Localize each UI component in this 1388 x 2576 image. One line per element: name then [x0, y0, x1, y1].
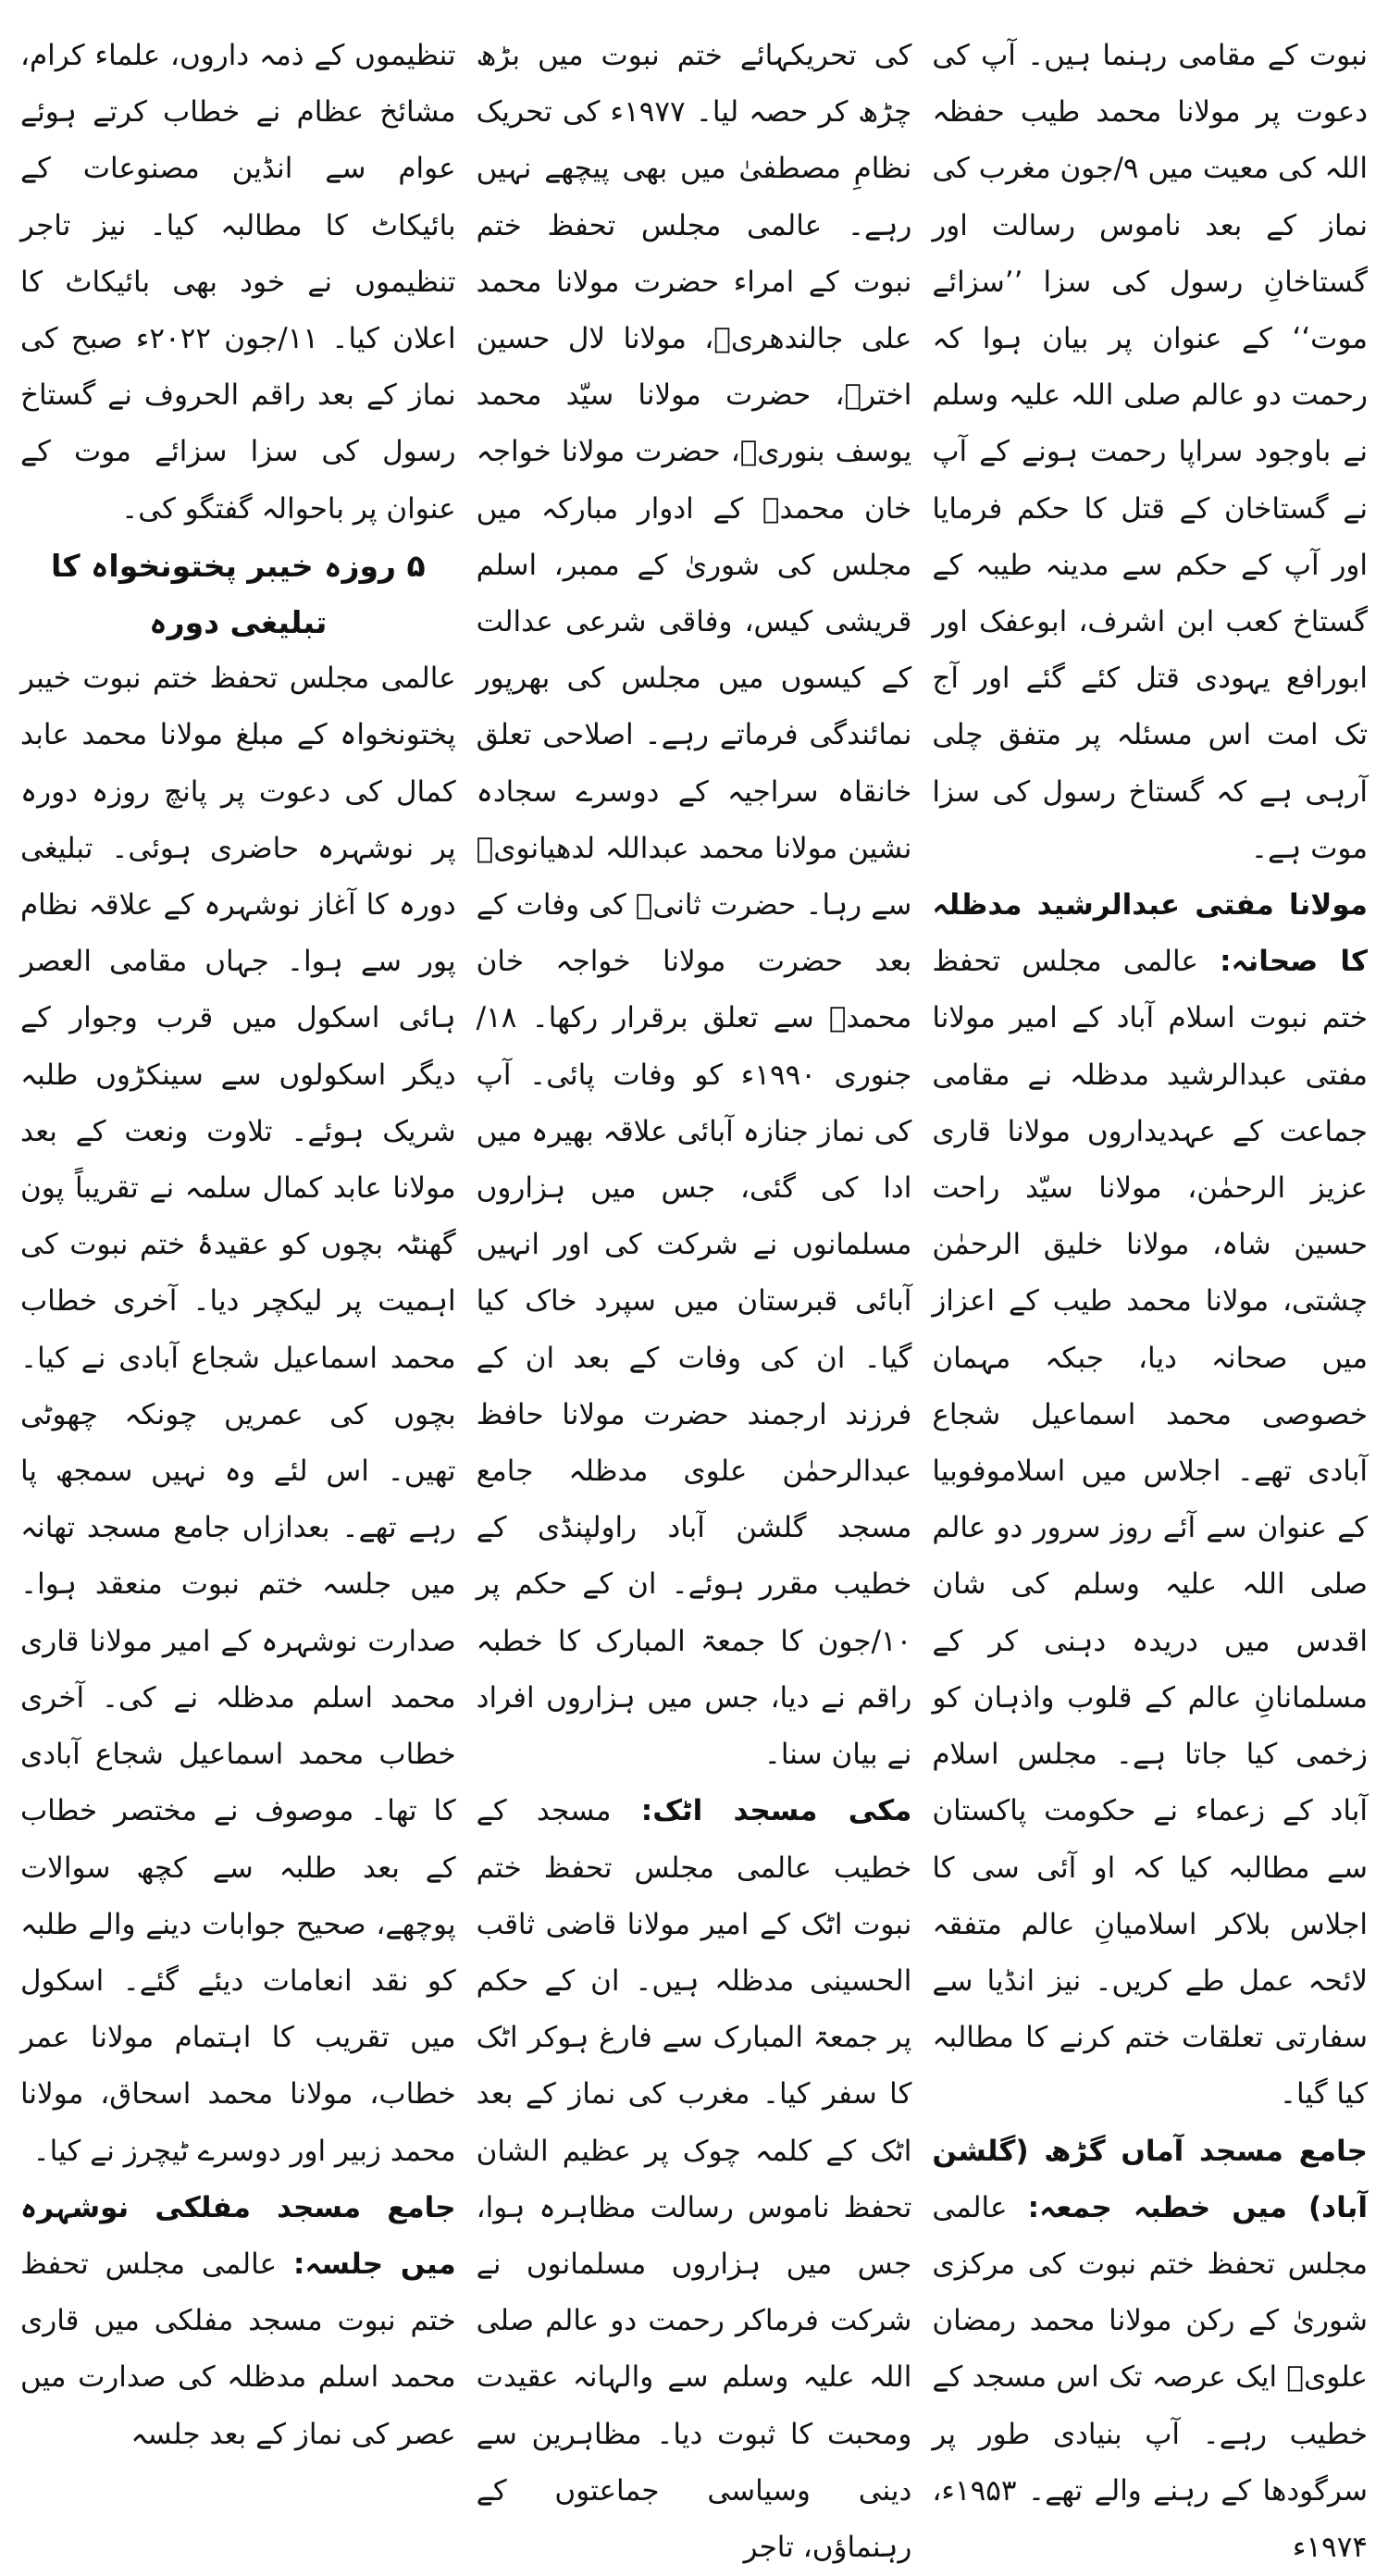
paragraph: نبوت کے مقامی رہنما ہیں۔ آپ کی دعوت پر مولانا محمد طیب حفظہ اللہ کی معیت میں ۹/جون مغرب کی نماز کے بعد ناموس رسالت اور گستاخانِ رسول کی سزا ’’سزائے موت‘‘ کے عنوان پر بیان ہوا کہ رحمت دو عالم صلی اللہ علیہ وسلم نے باوجود سراپا رحمت ہونے کے آپ نے گستاخان کے قتل کا حکم فرمایا اور آپ کے حکم سے مدینہ طیبہ کے گستاخ کعب ابن اشرف، ابوعفک اور ابورافع یہودی قتل کئے گئے اور آج تک امت اس مسئلہ پر متفق چلی آرہی ہے کہ گستاخ رسول کی سزا موت ہے۔: [932, 39, 1368, 865]
paragraph: جامع مسجد آماں گڑھ (گلشن آباد) میں خطبہ جمعہ: عالمی مجلس تحفظ ختم نبوت کی مرکزی شوریٰ کے رکن مولانا محمد رمضان علویؒ ایک عرصہ تک اس مسجد کے خطیب رہے۔ آپ بنیادی طور پر سرگودھا کے رہنے والے تھے۔ ۱۹۵۳ء، ۱۹۷۴ء: [932, 2134, 1368, 2564]
section-heading: جامع مسجد مفلکی نوشہرہ میں جلسہ:: [19, 2190, 456, 2281]
section-heading: مولانا مفتی عبدالرشید مدظلہ کا صحانہ:: [932, 888, 1368, 979]
paragraph: تنظیموں کے ذمہ داروں، علماء کرام، مشائخ عظام نے خطاب کرتے ہوئے عوام سے انڈین مصنوعات کے بائیکاٹ کا مطالبہ کیا۔ نیز تاجر تنظیموں نے خود بھی بائیکاٹ کا اعلان کیا۔ ۱۱/جون ۲۰۲۲ء صبح کی نماز کے بعد راقم الحروف نے گستاخ رسول کی سزا سزائے موت کے عنوان پر باحوالہ گفتگو کی۔: [19, 39, 456, 526]
paragraph: مکی مسجد اٹک: مسجد کے خطیب عالمی مجلس تحفظ ختم نبوت اٹک کے امیر مولانا قاضی ثاقب الحسینی مدظلہ ہیں۔ ان کے حکم پر جمعۃ المبارک سے فارغ ہوکر اٹک کا سفر کیا۔ مغرب کی نماز کے بعد اٹک کے کلمہ چوک پر عظیم الشان تحفظ ناموس رسالت مظاہرہ ہوا، جس میں ہزاروں مسلمانوں نے شرکت فرماکر رحمت دو عالم صلی اللہ علیہ وسلم سے والہانہ عقیدت ومحبت کا ثبوت دیا۔ مظاہرین سے دینی وسیاسی جماعتوں کے رہنماؤں، تاجر: [476, 1794, 912, 2564]
column-right: [932, 28, 1368, 2564]
paragraph: عالمی مجلس تحفظ ختم نبوت خیبر پختونخواہ کے مبلغ مولانا محمد عابد کمال کی دعوت پر پانچ روزہ دورہ پر نوشہرہ حاضری ہوئی۔ تبلیغی دورہ کا آغاز نوشہرہ کے علاقہ نظام پور سے ہوا۔ جہاں مقامی العصر ہائی اسکول میں قرب وجوار کے دیگر اسکولوں سے سینکڑوں طلبہ شریک ہوئے۔ تلاوت ونعت کے بعد مولانا عابد کمال سلمہ نے تقریباً پون گھنٹہ بچوں کو عقیدۂ ختم نبوت کی اہمیت پر لیکچر دیا۔ آخری خطاب محمد اسماعیل شجاع آبادی نے کیا۔ بچوں کی عمریں چونکہ چھوٹی تھیں۔ اس لئے وہ نہیں سمجھ پا رہے تھے۔ بعدازاں جامع مسجد تھانہ میں جلسہ ختم نبوت منعقد ہوا۔ صدارت نوشہرہ کے امیر مولانا قاری محمد اسلم مدظلہ نے کی۔ آخری خطاب محمد اسماعیل شجاع آبادی کا تھا۔ موصوف نے مختصر خطاب کے بعد طلبہ سے کچھ سوالات پوچھے، صحیح جوابات دینے والے طلبہ کو نقد انعامات دیئے گئے۔ اسکول میں تقریب کا اہتمام مولانا عمر خطاب، مولانا محمد اسحاق، مولانا محمد زبیر اور دوسرے ٹیچرز نے کیا۔: [19, 662, 456, 2168]
paragraph: مولانا مفتی عبدالرشید مدظلہ کا صحانہ: عالمی مجلس تحفظ ختم نبوت اسلام آباد کے امیر مولانا مفتی عبدالرشید مدظلہ نے مقامی جماعت کے عہدیداروں مولانا قاری عزیز الرحمٰن، مولانا سیّد راحت حسین شاہ، مولانا خلیق الرحمٰن چشتی، مولانا محمد طیب کے اعزاز میں صحانہ دیا، جبکہ مہمان خصوصی محمد اسماعیل شجاع آبادی تھے۔ اجلاس میں اسلاموفوبیا کے عنوان سے آئے روز سرور دو عالم صلی اللہ علیہ وسلم کی شان اقدس میں دریدہ دہنی کر کے مسلمانانِ عالم کے قلوب واذہان کو زخمی کیا جاتا ہے۔ مجلس اسلام آباد کے زعماء نے حکومت پاکستان سے مطالبہ کیا کہ او آئی سی کا اجلاس بلاکر اسلامیانِ عالم متفقہ لائحہ عمل طے کریں۔ نیز انڈیا سے سفارتی تعلقات ختم کرنے کا مطالبہ کیا گیا۔: [932, 888, 1368, 2112]
section-title: ۵ روزہ خیبر پختونخواہ کا تبلیغی دورہ: [51, 547, 426, 641]
section-heading: مکی مسجد اٹک:: [640, 1794, 912, 1828]
paragraph: کی تحریکہائے ختم نبوت میں بڑھ چڑھ کر حصہ لیا۔ ۱۹۷۷ء کی تحریک نظامِ مصطفیٰ میں بھی پیچھے نہیں رہے۔ عالمی مجلس تحفظ ختم نبوت کے امراء حضرت مولانا محمد علی جالندھریؒ، مولانا لال حسین اخترؒ، حضرت مولانا سیّد محمد یوسف بنوریؒ، حضرت مولانا خواجہ خان محمدؒ کے ادوار مبارکہ میں مجلس کی شوریٰ کے ممبر، اسلم قریشی کیس، وفاقی شرعی عدالت کے کیسوں میں مجلس کی بھرپور نمائندگی فرماتے رہے۔ اصلاحی تعلق خانقاہ سراجیہ کے دوسرے سجادہ نشین مولانا محمد عبداللہ لدھیانویؒ سے رہا۔ حضرت ثانیؒ کی وفات کے بعد حضرت مولانا خواجہ خان محمدؒ سے تعلق برقرار رکھا۔ ۱۸/جنوری ۱۹۹۰ء کو وفات پائی۔ آپ کی نماز جنازہ آبائی علاقہ بھیرہ میں ادا کی گئی، جس میں ہزاروں مسلمانوں نے شرکت کی اور انہیں آبائی قبرستان میں سپرد خاک کیا گیا۔ ان کی وفات کے بعد ان کے فرزند ارجمند حضرت مولانا حافظ عبدالرحمٰن علوی مدظلہ جامع مسجد گلشن آباد راولپنڈی کے خطیب مقرر ہوئے۔ ان کے حکم پر ۱۰/جون کا جمعۃ المبارک کا خطبہ راقم نے دیا، جس میں ہزاروں افراد نے بیان سنا۔: [476, 39, 912, 1772]
column-left: [19, 28, 456, 2451]
paragraph: جامع مسجد مفلکی نوشہرہ میں جلسہ: عالمی مجلس تحفظ ختم نبوت مسجد مفلکی میں قاری محمد اسلم مدظلہ کی صدارت میں عصر کی نماز کے بعد جلسہ: [19, 2190, 456, 2451]
column-middle: [476, 28, 912, 2564]
section-heading: جامع مسجد آماں گڑھ (گلشن آباد) میں خطبہ جمعہ:: [932, 2134, 1368, 2224]
